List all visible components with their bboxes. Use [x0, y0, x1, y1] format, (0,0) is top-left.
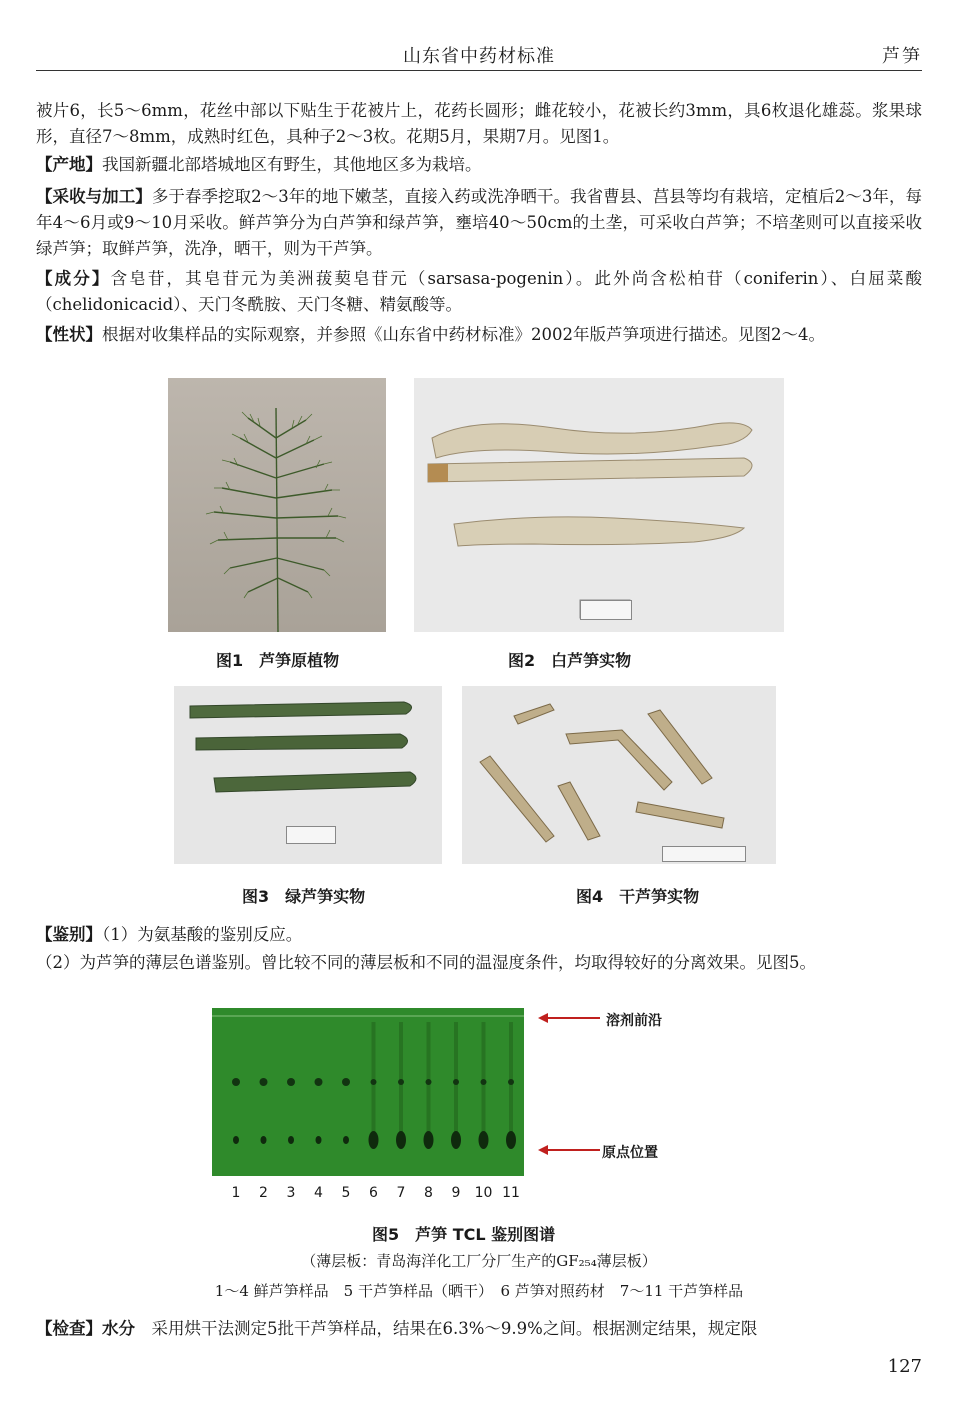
tlc-lane-label: 9 [451, 1185, 461, 1201]
scale-ruler [286, 826, 336, 844]
tlc-spot [342, 1078, 350, 1086]
figure-4-caption: 图4 干芦笋实物 [576, 887, 700, 906]
paragraph-components [36, 266, 922, 318]
tlc-spot [371, 1079, 377, 1085]
tlc-streak [509, 1022, 513, 1132]
page-header [36, 40, 922, 71]
tlc-spot [426, 1079, 432, 1085]
tlc-spot [260, 1078, 268, 1086]
paragraph-harvest [36, 184, 922, 262]
figure-2-caption: 图2 白芦笋实物 [508, 651, 632, 670]
tlc-lane-label: 2 [259, 1185, 268, 1201]
figure-1-caption: 图1 芦笋原植物 [216, 651, 340, 670]
tlc-spot [232, 1078, 240, 1086]
paragraph-description [36, 98, 922, 150]
paragraph-identification [36, 922, 922, 948]
origin-label: 原点位置 [602, 1145, 658, 1161]
section-keyword: 【采收与加工】 [36, 187, 152, 206]
solvent-front-label: 溶剂前沿 [606, 1013, 662, 1029]
asparagus-plant-illustration [168, 378, 386, 632]
paragraph-origin [36, 152, 922, 178]
tlc-plate-illustration [212, 1008, 524, 1176]
running-title: 山东省中药材标准 [403, 46, 555, 67]
figure-4-dried-asparagus-image [462, 686, 776, 864]
section-keyword: 【检查】水分 [36, 1319, 135, 1338]
tlc-lane-label: 7 [396, 1185, 406, 1201]
tlc-lane-label: 4 [314, 1185, 323, 1201]
figure-2-white-asparagus-image [414, 378, 784, 632]
tlc-origin-spot [261, 1136, 267, 1144]
tlc-origin-spot [233, 1136, 239, 1144]
paragraph-text: 含皂苷，其皂苷元为美洲菝葜皂苷元（sarsasa-pogenin）。此外尚含松柏苷（coniferin）、白屈菜酸（chelidonicacid）、天门冬酰胺、天门冬糖、精氨酸等。 [36, 269, 923, 314]
paragraph-tlc-description [36, 950, 922, 976]
section-title: 芦笋 [882, 46, 922, 67]
page-number: 127 [887, 1356, 922, 1377]
tlc-lane-label: 3 [286, 1185, 296, 1201]
paragraph-inspection [36, 1316, 922, 1342]
figure-5-caption: 图5 芦笋 TCL 鉴别图谱 [372, 1225, 556, 1244]
paragraph-characters [36, 322, 922, 348]
tlc-spot [315, 1078, 323, 1086]
tlc-lane-label: 11 [502, 1185, 520, 1201]
tlc-origin-spot [343, 1136, 349, 1144]
paragraph-text: 被片6，长5～6mm，花丝中部以下贴生于花被片上，花药长圆形；雌花较小，花被长约3mm，具6枚退化雄蕊。浆果球形，直径7～8mm，成熟时红色，具种子2～3枚。花期5月，果期7月。见图1。 [36, 101, 922, 146]
figure-5-note: （薄层板：青岛海洋化工厂分厂生产的GF₂₅₄薄层板） [301, 1252, 657, 1270]
tlc-origin-spot [451, 1131, 461, 1149]
figure-5-legend: 1～4 鲜芦笋样品 5 干芦笋样品（晒干） 6 芦笋对照药材 7～11 干芦笋样品 [214, 1282, 744, 1300]
tlc-streak [399, 1022, 403, 1132]
tlc-origin-spot [369, 1131, 379, 1149]
tlc-lane-label: 10 [474, 1185, 493, 1201]
tlc-streak [454, 1022, 458, 1132]
paragraph-text: 采用烘干法测定5批干芦笋样品，结果在6.3%～9.9%之间。根据测定结果，规定限 [151, 1319, 758, 1338]
tlc-origin-spot [506, 1131, 516, 1149]
figure-1-plant-image [168, 378, 386, 632]
paragraph-text: 我国新疆北部塔城地区有野生，其他地区多为栽培。 [102, 155, 482, 174]
section-keyword: 【成分】 [36, 269, 111, 288]
tlc-origin-spot [316, 1136, 322, 1144]
section-keyword: 【鉴别】 [36, 925, 102, 944]
tlc-spot [287, 1078, 295, 1086]
tlc-spot [508, 1079, 514, 1085]
dried-asparagus-illustration [462, 686, 776, 864]
tlc-streak [427, 1022, 431, 1132]
tlc-streak [372, 1022, 376, 1132]
scale-ruler [580, 600, 632, 620]
paragraph-text: （1）为氨基酸的鉴别反应。 [102, 925, 303, 944]
figure-3-caption: 图3 绿芦笋实物 [242, 887, 366, 906]
tlc-spot [481, 1079, 487, 1085]
white-asparagus-illustration [414, 378, 784, 632]
paragraph-text: 多于春季挖取2～3年的地下嫩茎，直接入药或洗净晒干。我省曹县、莒县等均有栽培，定植后2～3年，每年4～6月或9～10月采收。鲜芦笋分为白芦笋和绿芦笋，壅培40～50cm的土垄，可采收白芦笋；不培垄则可以直接采收绿芦笋；取鲜芦笋，洗净，晒干，则为干芦笋。 [36, 187, 922, 258]
tlc-lane-label: 5 [341, 1185, 351, 1201]
tlc-origin-spot [396, 1131, 406, 1149]
figure-3-green-asparagus-image [174, 686, 442, 864]
section-keyword: 【产地】 [36, 155, 102, 174]
tlc-lane-label: 1 [231, 1185, 241, 1201]
tlc-origin-spot [288, 1136, 294, 1144]
tlc-lane-label: 6 [369, 1185, 378, 1201]
paragraph-text: （2）为芦笋的薄层色谱鉴别。曾比较不同的薄层板和不同的温湿度条件，均取得较好的分离效果。见图5。 [36, 953, 816, 972]
tlc-lane-label: 8 [424, 1185, 433, 1201]
tlc-spot [453, 1079, 459, 1085]
tlc-origin-spot [479, 1131, 489, 1149]
scale-ruler [662, 846, 746, 862]
tlc-arrows [530, 1008, 610, 1168]
tlc-origin-spot [424, 1131, 434, 1149]
tlc-streak [482, 1022, 486, 1132]
paragraph-text: 根据对收集样品的实际观察，并参照《山东省中药材标准》2002年版芦笋项进行描述。见图2～4。 [102, 325, 825, 344]
section-keyword: 【性状】 [36, 325, 102, 344]
tlc-spot [398, 1079, 404, 1085]
figure-5-tlc-plate [212, 1008, 524, 1176]
